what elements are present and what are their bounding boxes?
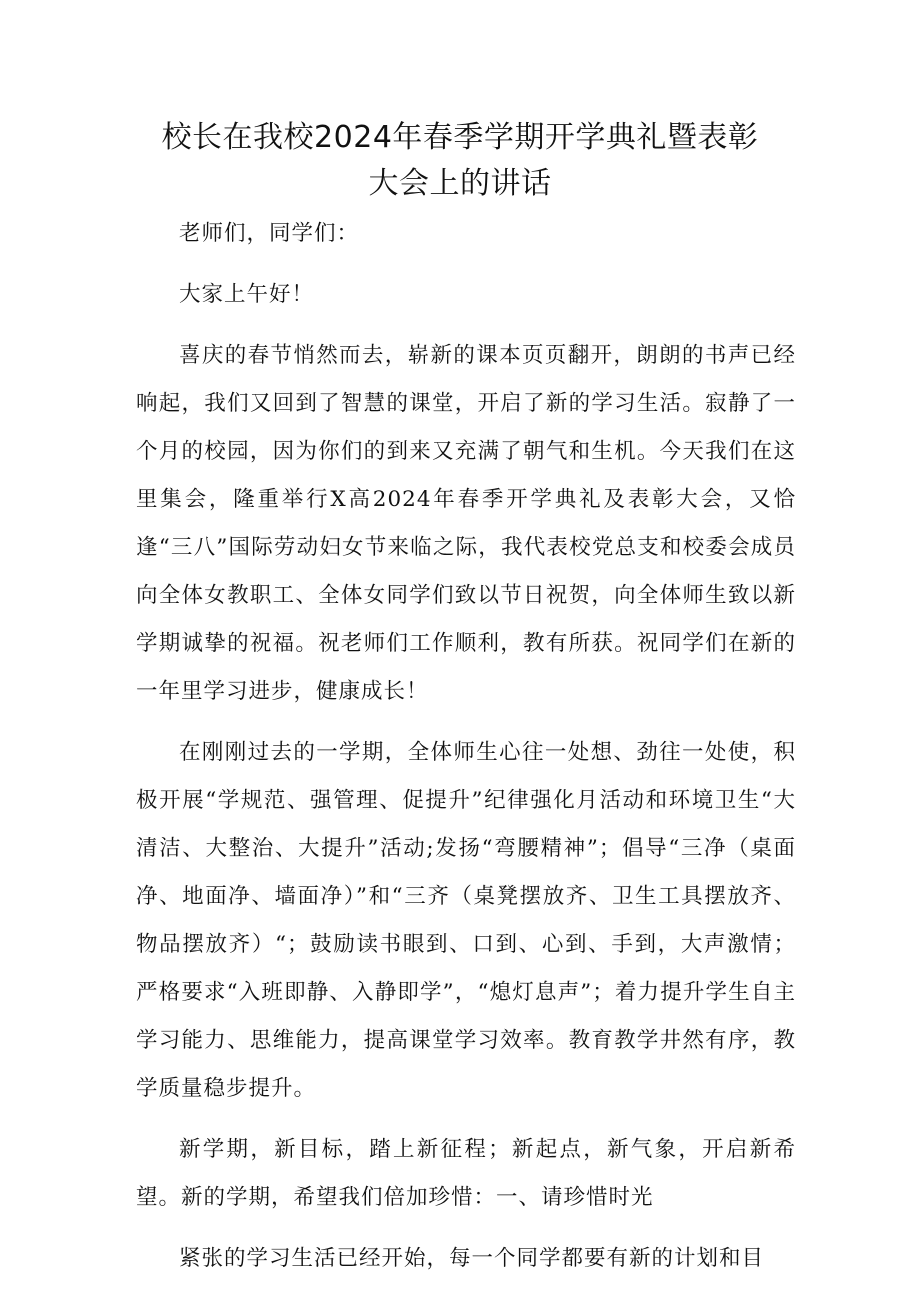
paragraph-new-semester: 新学期，新目标，踏上新征程；新起点，新气象，开启新希望。新的学期，希望我们倍加珍惜：一、请珍惜时光 (136, 1137, 796, 1210)
paragraph-study-plan: 紧张的学习生活已经开始，每一个同学都要有新的计划和目 (179, 1246, 765, 1271)
document-title-line-1: 校长在我校2024年春季学期开学典礼暨表彰 (161, 120, 759, 155)
greeting: 大家上午好！ (179, 282, 315, 307)
paragraph-last-semester: 在刚刚过去的一学期，全体师生心往一处想、劲往一处使，积极开展“学规范、强管理、促提升”纪律强化月活动和环境卫生“大清洁、大整治、大提升”活动;发扬“弯腰精神”；倡导“三净（桌面净、地面净、墙面净）”和“三齐（桌凳摆放齐、卫生工具摆放齐、物品摆放齐）“；鼓励读书眼到、口到、心到、手到，大声激情；严格要求“入班即静、入静即学”，“熄灯息声”；着力提升学生自主学习能力、思维能力，提高课堂学习效率。教育教学井然有序，教学质量稳步提升。 (136, 740, 796, 1101)
salutation: 老师们，同学们： (179, 221, 360, 246)
paragraph-opening: 喜庆的春节悄然而去，崭新的课本页页翻开，朗朗的书声已经响起，我们又回到了智慧的课堂，开启了新的学习生活。寂静了一个月的校园，因为你们的到来又充满了朝气和生机。今天我们在这里集会，隆重举行X高2024年春季开学典礼及表彰大会，又恰逢“三八”国际劳动妇女节来临之际，我代表校党总支和校委会成员向全体女教职工、全体女同学们致以节日祝贺，向全体师生致以新学期诚挚的祝福。祝老师们工作顺利，教有所获。祝同学们在新的一年里学习进步，健康成长！ (136, 343, 796, 704)
document-title-line-2: 大会上的讲话 (368, 166, 552, 201)
document-body (136, 210, 796, 1283)
